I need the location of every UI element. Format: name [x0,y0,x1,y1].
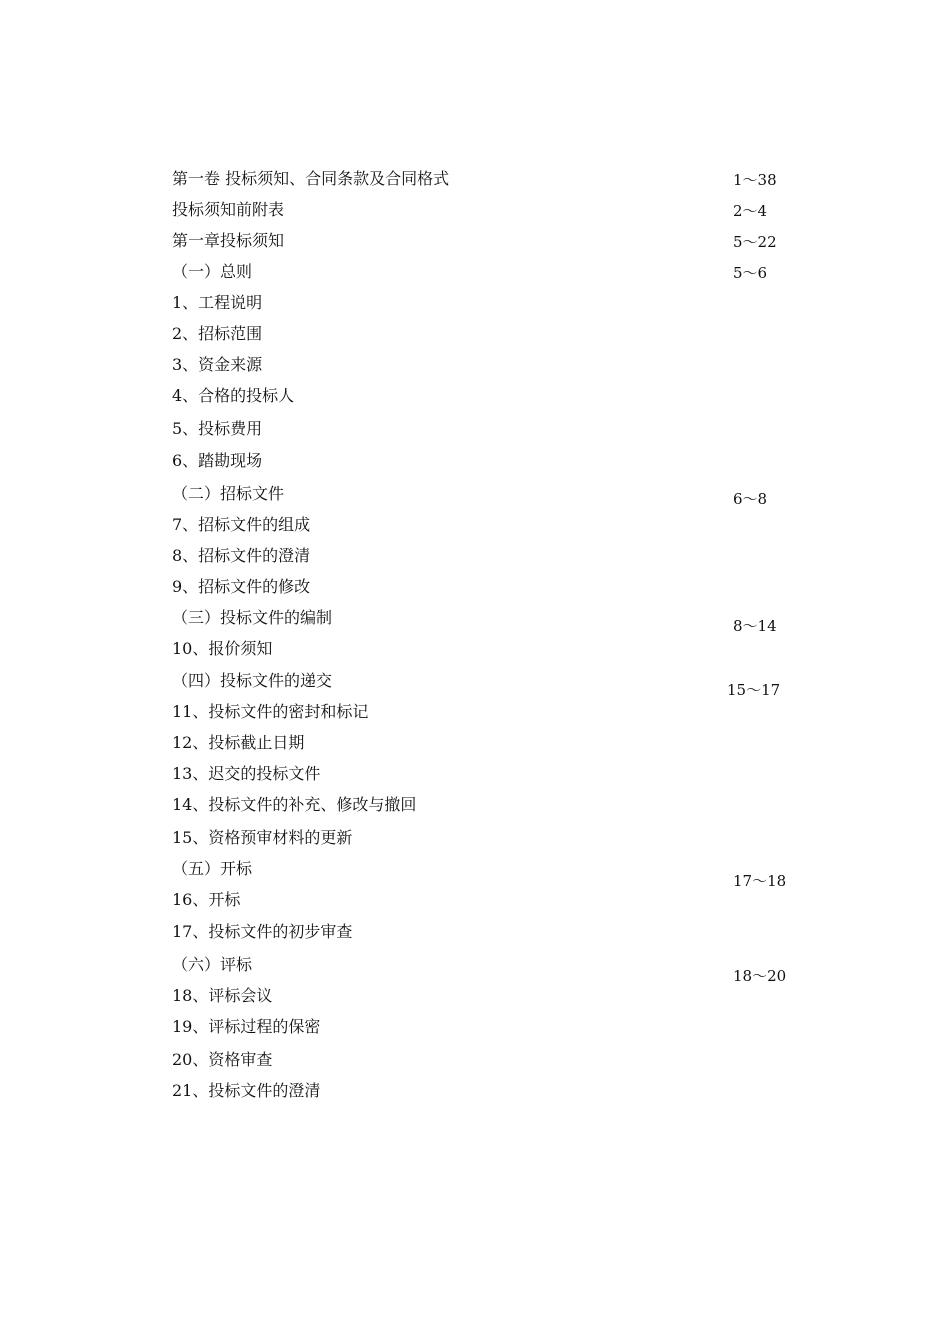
toc-entry-item-6[interactable]: 6、踏勘现场 [172,451,263,470]
toc-entry-section-general[interactable]: （一）总则 [172,262,253,281]
toc-entry-section-evaluation[interactable]: （六）评标 [172,955,253,974]
toc-entry-item-19[interactable]: 19、评标过程的保密 [172,1017,321,1036]
toc-entry-volume-1[interactable]: 第一卷 投标须知、合同条款及合同格式 [172,169,450,188]
toc-pages-section-bid-submission: 15〜17 [727,681,781,699]
toc-entry-section-bid-opening[interactable]: （五）开标 [172,859,253,878]
toc-entry-item-11[interactable]: 11、投标文件的密封和标记 [172,702,369,721]
toc-entry-item-9[interactable]: 9、招标文件的修改 [172,577,311,596]
toc-pages-appendix-table: 2〜4 [733,202,768,220]
toc-pages-section-tender-docs: 6〜8 [733,490,768,508]
toc-entry-section-bid-submission[interactable]: （四）投标文件的递交 [172,671,333,690]
toc-entry-item-7[interactable]: 7、招标文件的组成 [172,515,311,534]
toc-entry-item-16[interactable]: 16、开标 [172,890,241,909]
toc-entry-item-15[interactable]: 15、资格预审材料的更新 [172,828,353,847]
toc-entry-item-3[interactable]: 3、资金来源 [172,355,263,374]
toc-entry-item-12[interactable]: 12、投标截止日期 [172,733,305,752]
toc-pages-section-general: 5〜6 [733,264,768,282]
toc-entry-item-4[interactable]: 4、合格的投标人 [172,386,295,405]
toc-entry-item-2[interactable]: 2、招标范围 [172,324,263,343]
toc-entry-section-bid-preparation[interactable]: （三）投标文件的编制 [172,608,333,627]
toc-entry-item-8[interactable]: 8、招标文件的澄清 [172,546,311,565]
toc-entry-item-13[interactable]: 13、迟交的投标文件 [172,764,321,783]
toc-entry-item-17[interactable]: 17、投标文件的初步审查 [172,922,353,941]
toc-entry-section-tender-docs[interactable]: （二）招标文件 [172,484,285,503]
toc-pages-section-bid-opening: 17〜18 [733,872,787,890]
toc-pages-volume-1: 1〜38 [733,171,777,189]
toc-entry-item-21[interactable]: 21、投标文件的澄清 [172,1081,321,1100]
toc-entry-item-10[interactable]: 10、报价须知 [172,639,273,658]
toc-pages-section-bid-preparation: 8〜14 [733,617,777,635]
toc-entry-item-5[interactable]: 5、投标费用 [172,419,263,438]
toc-entry-item-14[interactable]: 14、投标文件的补充、修改与撤回 [172,795,417,814]
toc-entry-chapter-1[interactable]: 第一章投标须知 [172,231,285,250]
toc-entry-item-1[interactable]: 1、工程说明 [172,293,263,312]
toc-pages-chapter-1: 5〜22 [733,233,777,251]
toc-pages-section-evaluation: 18〜20 [733,967,787,985]
toc-entry-item-20[interactable]: 20、资格审查 [172,1050,273,1069]
toc-entry-item-18[interactable]: 18、评标会议 [172,986,273,1005]
toc-entry-appendix-table[interactable]: 投标须知前附表 [172,200,285,219]
